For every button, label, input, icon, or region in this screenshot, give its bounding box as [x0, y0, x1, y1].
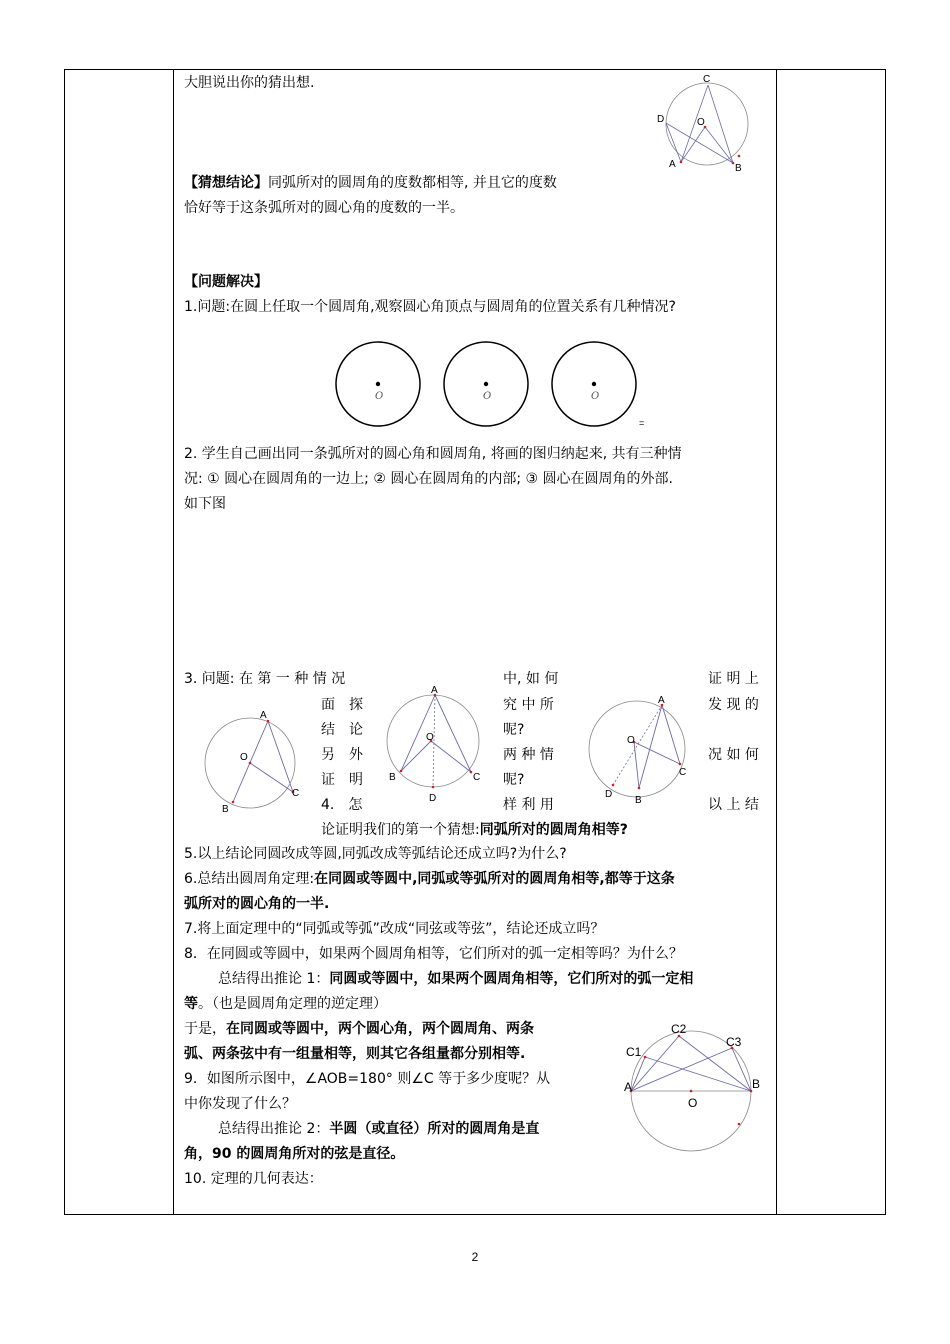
q3-col3-row2: 发 现 的	[708, 697, 759, 713]
figure-empty-circles	[330, 340, 670, 435]
label-A: A	[431, 685, 438, 696]
guess-line: 大胆说出你的猜出想.	[184, 75, 315, 91]
question-6-line1: 6.总结出圆周角定理:在同圆或等圆中,同弧或等弧所对的圆周角相等,都等于这条	[184, 871, 675, 887]
inference-1-line2: 等。（也是圆周角定理的逆定理）	[184, 996, 387, 1012]
figure-case-2	[383, 683, 493, 808]
conjecture-line2: 恰好等于这条弧所对的圆心角的度数的一半。	[184, 200, 464, 216]
q3-col2-row3: 呢?	[503, 722, 525, 738]
figure-case-1	[200, 705, 320, 815]
q3-col1-row1: 3. 问题: 在 第 一 种 情 况	[184, 671, 346, 687]
figure-case-3	[587, 693, 707, 808]
question-9-line2: 中你发现了什么？	[184, 1096, 296, 1112]
label-B: B	[389, 772, 396, 783]
label-O: O	[240, 752, 248, 763]
q3-col1-row3: 结 论	[321, 722, 363, 738]
inference-1-line1: 总结得出推论 1：同圆或等圆中，如果两个圆周角相等，它们所对的弧一定相	[218, 971, 694, 987]
question-2-line2: 况: ① 圆心在圆周角的一边上; ② 圆心在圆周角的内部; ③ 圆心在圆周角的外部.	[184, 471, 673, 487]
question-2-line3: 如下图	[184, 496, 226, 512]
label-A: A	[669, 159, 676, 170]
q3-col1-row4: 另 外	[321, 747, 363, 763]
page-number: 2	[471, 1250, 479, 1264]
label-B: B	[222, 804, 229, 815]
label-C2: C2	[671, 1022, 687, 1036]
label-O: O	[697, 117, 705, 128]
label-O: O	[426, 732, 434, 743]
therefore-line2: 弧、两条弦中有一组量相等，则其它各组量都分别相等.	[184, 1046, 526, 1062]
figure-semicircle	[622, 1020, 772, 1150]
question-9-line1: 9．如图所示图中，∠AOB=180° 则∠C 等于多少度呢？从	[184, 1071, 551, 1087]
label-D: D	[605, 789, 613, 800]
q3-col3-row1: 证 明 上	[708, 671, 759, 687]
label-A: A	[624, 1080, 633, 1094]
label-B: B	[735, 163, 742, 174]
figure-mark: =	[639, 418, 645, 428]
q3-col1-row2: 面 探	[321, 697, 363, 713]
label-C1: C1	[626, 1045, 642, 1059]
q3-col1-row5: 证 明	[321, 772, 363, 788]
label-B: B	[635, 795, 642, 806]
question-2-line1: 2. 学生自己画出同一条弧所对的圆心角和圆周角, 将画的图归纳起来, 共有三种情	[184, 446, 682, 462]
q3-col2-row1: 中, 如 何	[503, 671, 559, 687]
circle3-center-label: O	[591, 391, 600, 402]
label-A: A	[260, 710, 267, 721]
question-6-line2: 弧所对的圆心角的一半.	[184, 896, 330, 912]
conjecture-line1: 【猜想结论】同弧所对的圆周角的度数都相等, 并且它的度数	[184, 175, 557, 191]
label-O: O	[688, 1096, 698, 1110]
question-1: 1.问题:在圆上任取一个圆周角,观察圆心角顶点与圆周角的位置关系有几种情况?	[184, 299, 676, 315]
problem-heading: 【问题解决】	[184, 274, 268, 290]
label-C: C	[703, 74, 711, 85]
question-7: 7.将上面定理中的“同弧或等弧”改成“同弦或等弦”，结论还成立吗？	[184, 921, 605, 937]
q3-col3-row6: 以 上 结	[708, 797, 759, 813]
label-D: D	[429, 793, 437, 804]
question-8: 8．在同圆或等圆中，如果两个圆周角相等，它们所对的弧一定相等吗？为什么？	[184, 946, 683, 962]
label-C: C	[473, 772, 481, 783]
question-4-conclusion: 论证明我们的第一个猜想:同弧所对的圆周角相等?	[321, 822, 628, 838]
label-O: O	[627, 735, 635, 746]
label-B: B	[752, 1077, 761, 1091]
inference-2-line1: 总结得出推论 2：半圆（或直径）所对的圆周角是直	[218, 1121, 540, 1137]
q3-col2-row6: 样 利 用	[503, 797, 554, 813]
therefore-line1: 于是，在同圆或等圆中，两个圆心角，两个圆周角、两条	[184, 1021, 534, 1037]
q3-col3-row4: 况 如 何	[708, 747, 759, 763]
label-D: D	[657, 114, 665, 125]
question-10: 10. 定理的几何表达：	[184, 1171, 323, 1187]
table-divider-right	[776, 69, 777, 1215]
circle2-center-label: O	[483, 391, 492, 402]
inference-2-line2: 角，90 的圆周角所对的弦是直径。	[184, 1146, 405, 1162]
q3-col2-row5: 呢?	[503, 772, 525, 788]
q3-col2-row4: 两 种 情	[503, 747, 554, 763]
q3-col2-row2: 究 中 所	[503, 697, 554, 713]
label-C3: C3	[726, 1035, 742, 1049]
q3-col1-row6: 4. 怎	[321, 797, 363, 813]
figure-conjecture	[650, 72, 760, 177]
table-divider-left	[173, 69, 174, 1215]
question-5: 5.以上结论同圆改成等圆,同弧改成等弧结论还成立吗?为什么?	[184, 846, 567, 862]
circle1-center-label: O	[375, 391, 384, 402]
label-A: A	[658, 695, 665, 706]
label-C: C	[679, 767, 687, 778]
label-C: C	[292, 788, 300, 799]
